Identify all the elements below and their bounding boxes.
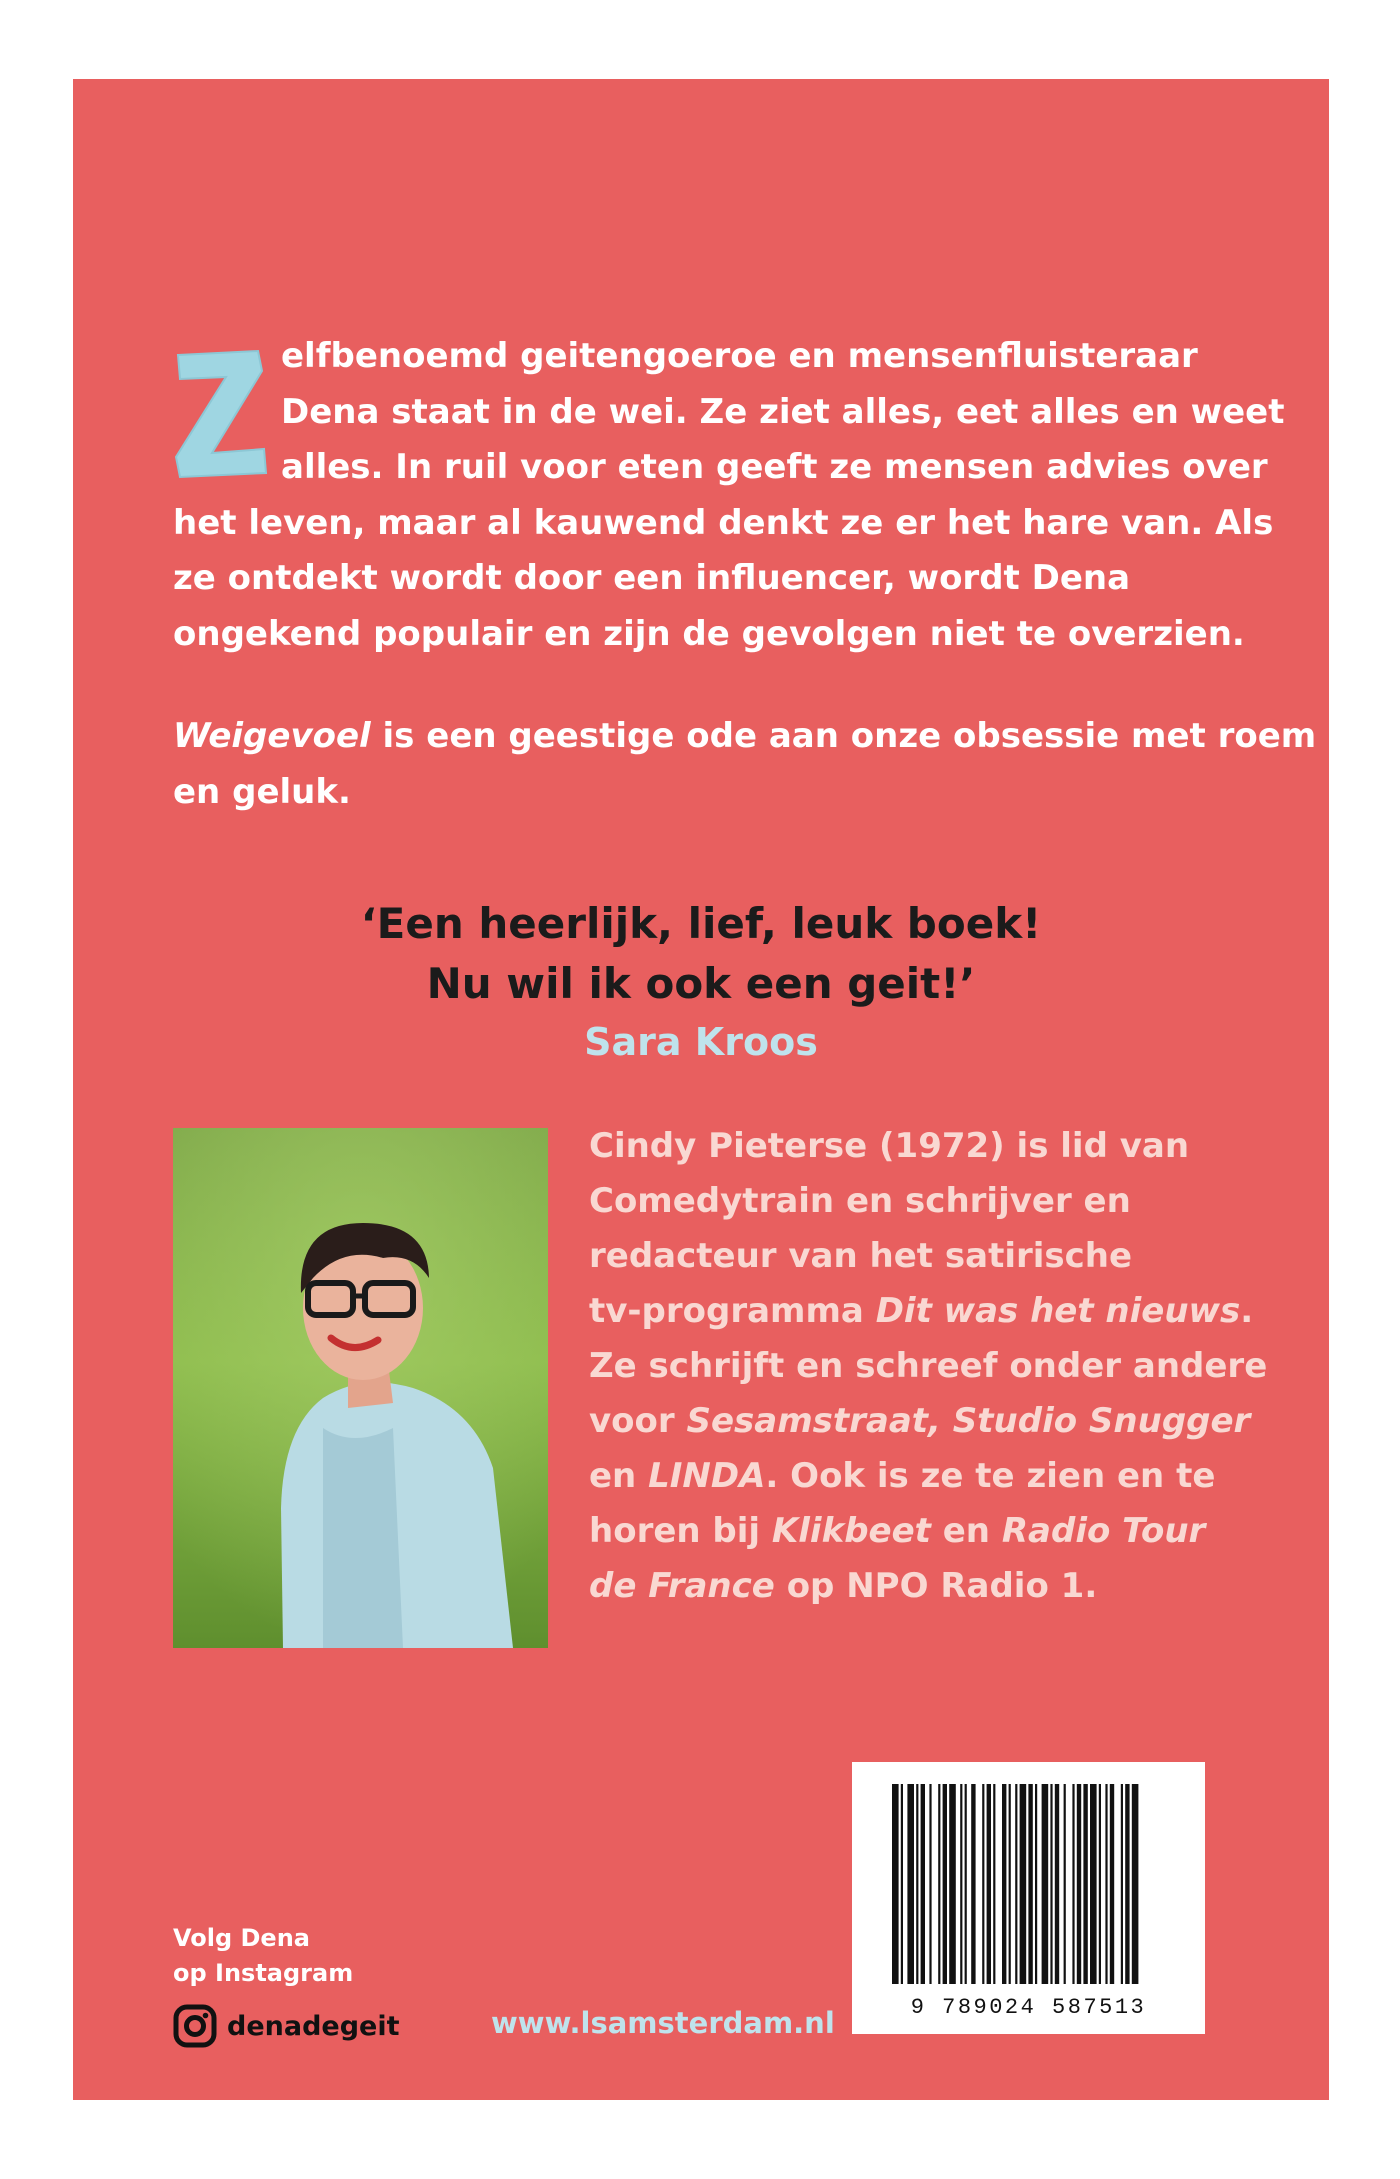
blurb-line: ongekend populair en zijn de gevolgen niet te overzien. [173, 613, 1245, 654]
bio-text: . [1240, 1291, 1254, 1331]
barcode-bar [1050, 1784, 1052, 1984]
barcode-bar [1020, 1784, 1027, 1984]
barcode-bar [960, 1784, 962, 1984]
barcode-digits: 9 789024 587513 [910, 1995, 1147, 2020]
barcode-bar [949, 1784, 956, 1984]
barcode-bar [1083, 1784, 1087, 1984]
barcode-bar [907, 1784, 914, 1984]
instagram-handle[interactable]: denadegeit [227, 2010, 400, 2042]
barcode-bar [1035, 1784, 1037, 1984]
barcode-bar [938, 1784, 940, 1984]
barcode [852, 1762, 1205, 2034]
review-quote [73, 894, 1329, 1070]
bio-title: Radio Tour [1001, 1511, 1206, 1551]
bio-text: . Ook is ze te zien en te [765, 1456, 1216, 1496]
instagram-label: Volg Dena [173, 1924, 310, 1952]
bio-line: Ze schrijft en schreef onder andere [589, 1346, 1268, 1386]
instagram-callout [173, 1921, 353, 1991]
blurb-line: alles. In ruil voor eten geeft ze mensen advies over [281, 447, 1268, 487]
barcode-bar [943, 1784, 947, 1984]
barcode-bars [852, 1762, 1205, 1992]
bio-title: Sesamstraat, Studio Snugger [686, 1401, 1251, 1441]
barcode-bar [1125, 1784, 1129, 1984]
publisher-website[interactable]: www.lsamsterdam.nl [491, 2006, 835, 2040]
barcode-bar [892, 1784, 899, 1984]
barcode-bar [1002, 1784, 1006, 1984]
bio-text: op NPO Radio 1. [774, 1566, 1098, 1606]
bio-line: redacteur van het satirische [589, 1236, 1133, 1276]
bio-text: voor [589, 1401, 687, 1441]
barcode-bar [1015, 1784, 1017, 1984]
blurb-line: elfbenoemd geitengoeroe en mensenfluisteraar [281, 336, 1198, 376]
blurb-line: het leven, maar al kauwend denkt ze er het hare van. Als [173, 502, 1274, 543]
barcode-bar [987, 1784, 991, 1984]
barcode-bar [1121, 1784, 1123, 1984]
back-cover [73, 79, 1329, 2100]
blurb-line: ze ontdekt wordt door een influencer, wordt Dena [173, 558, 1131, 598]
barcode-bar [916, 1784, 918, 1984]
barcode-bar [1105, 1784, 1107, 1984]
bio-text: horen bij [589, 1511, 772, 1551]
barcode-bar [1042, 1784, 1049, 1984]
bio-text: tv-programma [589, 1291, 876, 1331]
bio-text: en [589, 1456, 649, 1496]
bio-title: de France [589, 1566, 775, 1606]
barcode-bar [1028, 1784, 1032, 1984]
blurb-closing-text: en geluk. [173, 771, 351, 812]
barcode-bar [1132, 1784, 1139, 1984]
quote-line: Nu wil ik ook een geit!’ [426, 959, 976, 1008]
barcode-bar [1077, 1784, 1081, 1984]
bio-title: Dit was het nieuws [875, 1291, 1241, 1331]
barcode-bar [993, 1784, 995, 1984]
barcode-bar [1009, 1784, 1011, 1984]
bio-line: Cindy Pieterse (1972) is lid van [589, 1126, 1190, 1166]
barcode-bar [1064, 1784, 1066, 1984]
blurb-closing-text: is een geestige ode aan onze obsessie met roem [370, 716, 1317, 756]
book-title: Weigevoel [173, 716, 371, 756]
barcode-bar [1055, 1784, 1059, 1984]
quote-author: Sara Kroos [584, 1020, 818, 1064]
barcode-bar [921, 1784, 925, 1984]
barcode-bar [1099, 1784, 1101, 1984]
instagram-row [173, 2004, 400, 2048]
author-bio [589, 1119, 1309, 1614]
blurb-line: Dena staat in de wei. Ze ziet alles, eet alles en weet [281, 391, 1285, 432]
barcode-bar [929, 1784, 931, 1984]
bio-title: Klikbeet [771, 1511, 931, 1551]
instagram-icon [173, 2004, 217, 2048]
barcode-bar [1090, 1784, 1097, 1984]
bio-line: Comedytrain en schrijver en [589, 1181, 1131, 1221]
barcode-bar [965, 1784, 967, 1984]
bio-title: LINDA [648, 1456, 766, 1496]
blurb-closing [173, 709, 1317, 820]
bio-text: en [930, 1511, 1002, 1551]
blurb [173, 329, 1285, 662]
barcode-bar [901, 1784, 903, 1984]
quote-line: ‘Een heerlijk, lief, leuk boek! [360, 899, 1042, 948]
barcode-bar [1072, 1784, 1074, 1984]
barcode-bar [982, 1784, 984, 1984]
barcode-bar [971, 1784, 975, 1984]
instagram-label: op Instagram [173, 1959, 354, 1987]
author-photo [173, 1128, 548, 1648]
barcode-bar [1110, 1784, 1114, 1984]
